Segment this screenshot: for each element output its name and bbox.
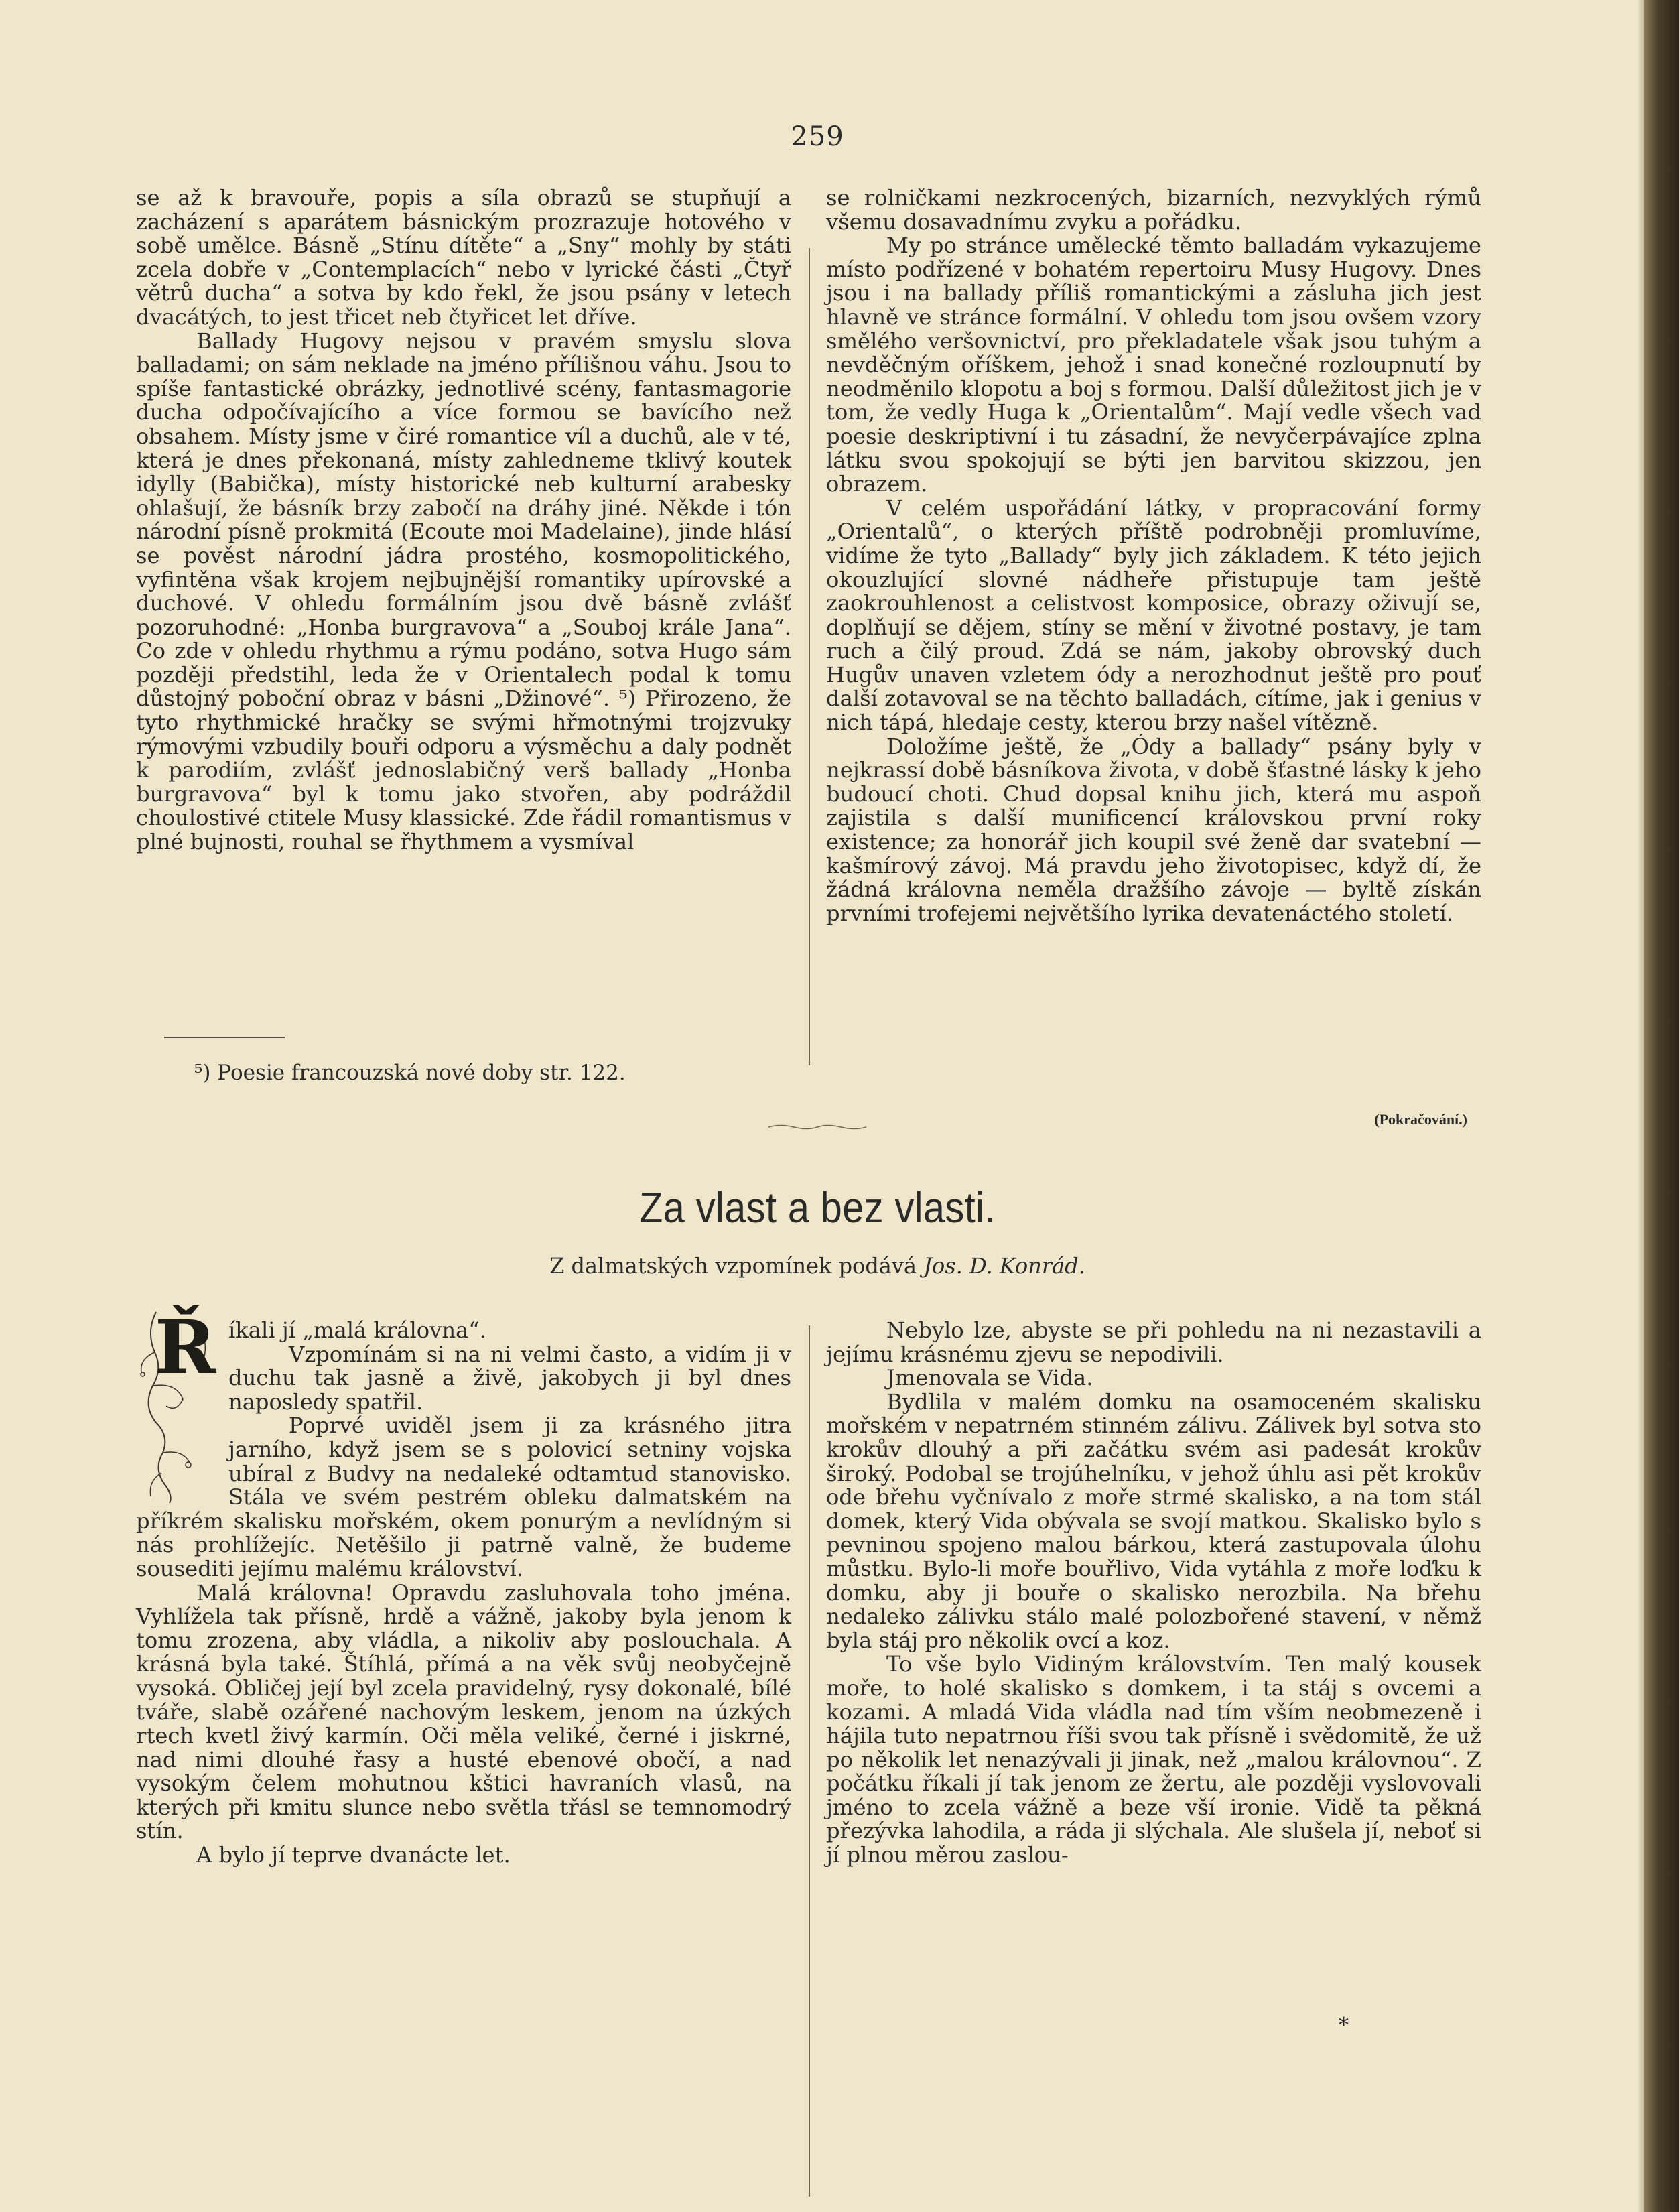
subtitle-prefix: Z dalmatských vzpomínek podává	[549, 1253, 917, 1279]
paragraph: Bydlila v malém domku na osamoceném skalisku mořském v nepatrném stinném zálivu. Zálivek byl sotva sto krokův dlouhý a při začátku svém asi padesát krokův široký. Podobal se trojúhelníku, v jehož úhlu asi pět krokův ode břehu vyčnívalo z moře strmé skalisko, a na tom stál domek, který Vida obývala se svojí matkou. Skalisko bylo s pevninou spojeno malou bárkou, která zastupovala úlohu můstku. Bylo-li moře bouřlivo, Vida vytáhla z moře loďku k domku, aby ji bouře o skalisko nerozbila. Na břehu nedaleko zálivku stálo malé polozbořené stavení, v němž byla stáj pro několik ovcí a koz.	[826, 1388, 1481, 1653]
article-subtitle	[0, 1253, 1635, 1279]
paragraph: V celém uspořádání látky, v propracování formy „Orientalů“, o kterých příště podrobněji promluvíme, vidíme že tyto „Ballady“ byly jich základem. K této jejich okouzlující slovné nádheře přistupuje tam ještě zaokrouhlenost a celistvost komposice, obrazy oživují se, doplňují se dějem, stíny se mění v životné postavy, je tam ruch a čilý proud. Zdá se nám, jakoby obrovský duch Hugův unaven vzletem ódy a nerozhodnut ještě pro pouť další zotavoval se na těchto balladách, cítíme, jak i genius v nich tápá, hledaje cesty, kterou brzy našel vítězně.	[826, 495, 1481, 736]
drop-cap-letter: Ř	[155, 1304, 216, 1390]
article1-right-column	[826, 186, 1481, 925]
paragraph: A bylo jí teprve dvanácte let.	[196, 1842, 511, 1868]
paragraph: Nebylo lze, abyste se při pohledu na ni nezastavili a jejímu krásnému zjevu se nepodivili.	[826, 1317, 1481, 1367]
footnote-rule	[164, 1037, 285, 1038]
paragraph: Jmenovala se Vida.	[886, 1365, 1093, 1391]
paragraph: Ballady Hugovy nejsou v pravém smyslu slova balladami; on sám neklade na jméno přílišnou váhu. Jsou to spíše fantastické obrázky, jednotlivé scény, fantasmagorie ducha odpočívajícího a více formou se bavícího než obsahem. Místy jsme v čiré romantice víl a duchů, ale v té, která je dnes překonaná, místy zahledneme tklivý koutek idylly (Babička), místy historické neb kulturní arabesky ohlašují, že básník brzy zabočí na dráhy jiné. Někde i tón národní písně prokmitá (Ecoute moi Madelaine), jinde hlásí se pověst národní jádra prostého, kosmopolitického, vyfintěna však krojem nejbujnější romantiky upírovské a duchové. V ohledu formálním jsou dvě básně zvlášť pozoruhodné: „Honba burgravova“ a „Souboj krále Jana“. Co zde v ohledu rhythmu a rýmu podáno, sotva Hugo sám později předstihl, leda že v Orientalech podal k tomu důstojný poboční obraz v básni „Džinové“. ⁵) Přirozeno, že tyto rhythmické hračky se svými hřmotnými trojzvuky rýmovými vzbudily bouři odporu a výsměchu a daly podnět k parodiím, zvlášť jednoslabičný verš ballady „Honba burgravova“ byl k tomu jako stvořen, aby podráždil choulostivé ctitele Musy klassické. Zde řádil romantismus v plné bujnosti, rouhal se řhythmem a vysmíval	[136, 328, 791, 855]
page-number: 259	[791, 121, 844, 152]
column-divider	[809, 1325, 810, 2197]
paragraph: Vzpomínám si na ni velmi často, a vidím ji v duchu tak jasně a živě, jakobych ji byl dnes naposledy spatřil.	[228, 1341, 791, 1415]
continued-notice: (Pokračování.)	[1374, 1111, 1467, 1128]
article2-left-column	[136, 1304, 791, 1868]
article2-right-column	[826, 1319, 1481, 1868]
subtitle-author: Jos. D. Konrád.	[923, 1253, 1085, 1279]
section-ornament-icon	[767, 1122, 868, 1132]
paragraph: se až k bravouře, popis a síla obrazů se stupňují a zacházení s aparátem básnickým prozrazuje hotového v sobě umělce. Básně „Stínu dítěte“ a „Sny“ mohly by státi zcela dobře v „Contemplacích“ nebo v lyrické části „Čtyř větrů ducha“ a sotva by kdo řekl, že jsou psány v letech dvacátých, to jest třicet neb čtyřicet let dříve.	[136, 185, 791, 330]
article1-left-column	[136, 186, 791, 854]
paragraph: To vše bylo Vidiným královstvím. Ten malý kousek moře, to holé skalisko s domkem, i ta stáj s ovcemi a kozami. A mladá Vida vládla nad tím vším neobmezeně i hájila tuto nepatrnou říši svou tak přísně i svědomitě, že už po několik let nenazývali ji jinak, než „malou královnou“. Z počátku říkali jí tak jenom ze žertu, ale později vyslovovali jméno to zcela vážně a beze vší ironie. Vidě ta pěkná přezývka lahodila, a ráda ji slýchala. Ale slušela jí, neboť si jí plnou měrou zaslou-	[826, 1651, 1481, 1868]
footnote: ⁵) Poesie francouzská nové doby str. 122.	[194, 1061, 626, 1085]
paragraph: se rolničkami nezkrocených, bizarních, nezvyklých rýmů všemu dosavadnímu zvyku a pořádku.	[826, 185, 1481, 235]
paragraph: Malá královna! Opravdu zasluhovala toho jména. Vyhlížela tak přísně, hrdě a vážně, jakoby byla jenom k tomu zrozena, aby vládla, a nikoliv aby poslouchala. A krásná byla také. Štíhlá, přímá a na věk svůj neobyčejně vysoká. Obličej její byl zcela pravidelný, rysy dokonalé, bílé tváře, slabě ozářené nachovým leskem, jenom na úzkých rtech kvetl živý karmín. Oči měla veliké, černé i jiskrné, nad nimi dlouhé řasy a husté ebenové obočí, a nad vysokým čelem mohutnou kštici havraních vlasů, na kterých při kmitu slunce nebo světla třásl se temnomodrý stín.	[136, 1579, 791, 1844]
paragraph: My po stránce umělecké těmto balladám vykazujeme místo podřízené v bohatém repertoiru Musy Hugovy. Dnes jsou i na ballady příliš romantickými a zásluha jich jest hlavně ve stránce formální. V ohledu tom jsou ovšem vzory smělého veršovnictví, pro překladatele však jsou tuhým a nevděčným oříškem, jehož i snad konečné rozloupnutí by neodměnilo klopotu a boj s formou. Další důležitost jich je v tom, že vedly Huga k „Orientalům“. Mají vedle všech vad poesie deskriptivní i tu zásadní, že nevyčerpávajíce zplna látku svou spokojují se býti jen barvitou skizzou, jen obrazem.	[826, 233, 1481, 497]
paragraph: Doložíme ještě, že „Ódy a ballady“ psány byly v nejkrassí době básníkova života, v době šťastné lásky k jeho budoucí choti. Chud dopsal knihu jich, která mu aspoň zajistila s další munificencí královskou první roky existence; za honorář jich koupil své ženě dar svatební — kašmírový závoj. Má pravdu jeho životopisec, když dí, že žádná královna neměla dražšího závoje — byltě získán prvními trofejemi největšího lyrika devatenáctého století.	[826, 733, 1481, 926]
page-edge-shadow	[1644, 0, 1679, 2212]
paragraph: íkali jí „malá královna“.	[228, 1317, 486, 1343]
end-mark: *	[1339, 2014, 1349, 2037]
drop-cap	[136, 1305, 215, 1506]
article-title: Za vlast a bez vlasti.	[639, 1183, 996, 1232]
column-divider	[809, 248, 810, 1065]
paragraph: Poprvé uviděl jsem ji za krásného jitra jarního, když jsem se s polovicí setniny vojska ubíral z Budvy na nedaleké odtamtud stanovisko. Stála ve svém pestrém obleku dalmatském na příkrém skalisku mořském, okem ponurým a nevlídným si nás prohlížejíc. Netěšilo ji patrně valně, že budeme sousediti jejímu malému království.	[136, 1413, 791, 1581]
